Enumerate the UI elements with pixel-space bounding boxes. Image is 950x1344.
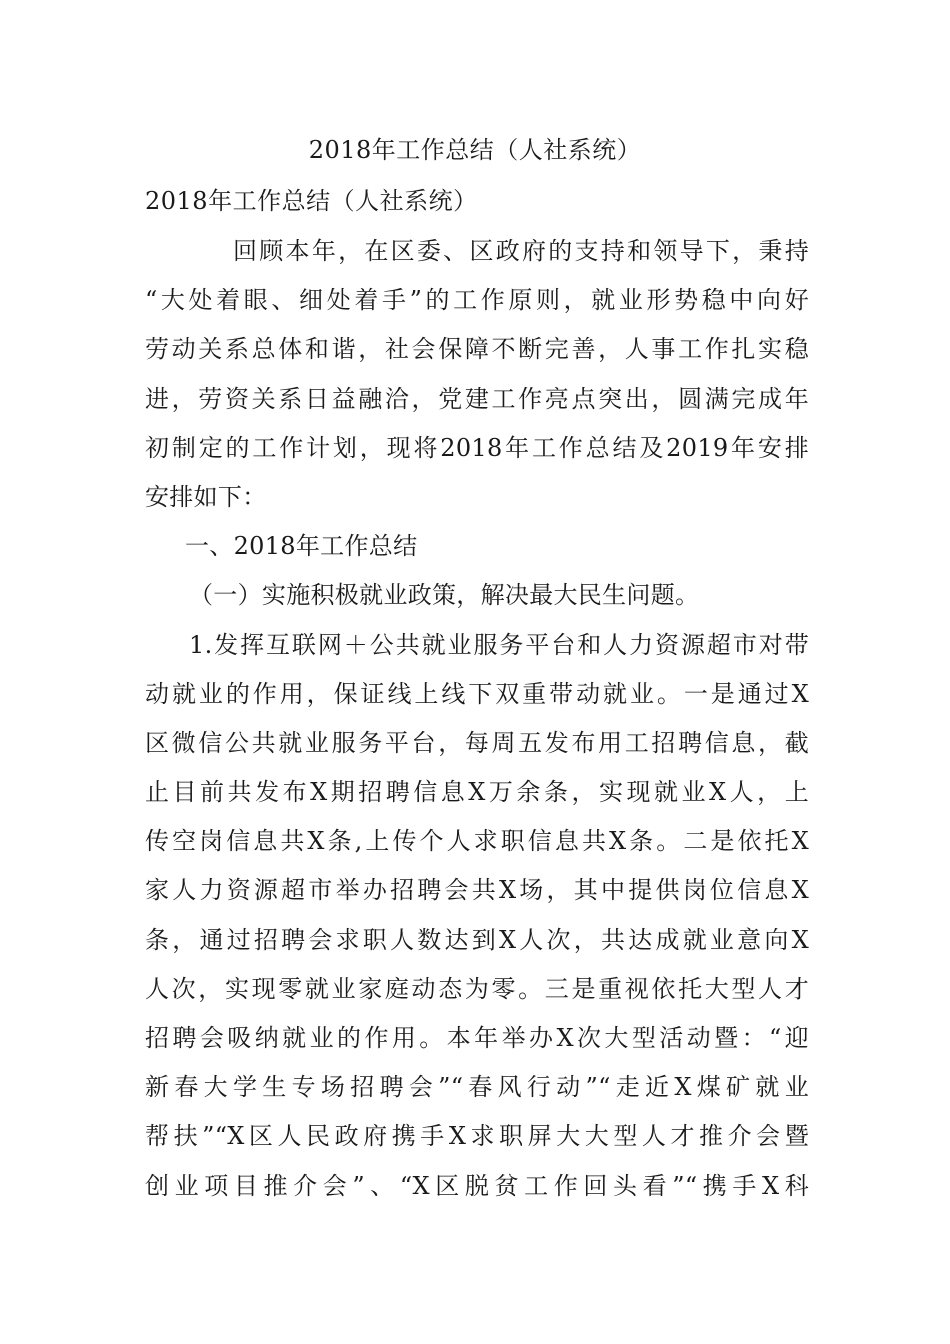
paragraph-line: 条，通过招聘会求职人数达到X人次，共达成就业意向X (145, 925, 809, 954)
paragraph-line: 新春大学生专场招聘会”“春风行动”“走近X煤矿就业 (145, 1073, 809, 1102)
paragraph-line: 安排如下： (145, 482, 267, 511)
document-title: 2018年工作总结（人社系统） (308, 136, 642, 164)
paragraph-line: 创业项目推介会”、“X区脱贫工作回头看”“携手X科 (145, 1171, 809, 1200)
subsection-heading: （一）实施积极就业政策，解决最大民生问题。 (189, 581, 700, 610)
section-heading: 一、2018年工作总结 (185, 532, 418, 561)
paragraph-line: 家人力资源超市举办招聘会共X场，其中提供岗位信息X (145, 876, 809, 905)
paragraph-line: 招聘会吸纳就业的作用。本年举办X次大型活动暨：“迎 (145, 1024, 809, 1052)
paragraph-line: 初制定的工作计划，现将2018年工作总结及2019年安排 (145, 433, 809, 462)
paragraph-line: 1.发挥互联网＋公共就业服务平台和人力资源超市对带 (189, 630, 809, 659)
paragraph-line: 动就业的作用，保证线上线下双重带动就业。一是通过X (145, 679, 809, 708)
document-body (145, 227, 809, 1211)
paragraph-line: 人次，实现零就业家庭动态为零。三是重视依托大型人才 (145, 974, 809, 1003)
paragraph-line: 止目前共发布X期招聘信息X万余条，实现就业X人，上 (145, 778, 809, 807)
paragraph-line: 区微信公共就业服务平台，每周五发布用工招聘信息，截 (145, 728, 809, 757)
paragraph-line: 劳动关系总体和谐，社会保障不断完善，人事工作扎实稳 (145, 335, 809, 364)
paragraph-line: 帮扶”“X区人民政府携手X求职屏大大型人才推介会暨 (145, 1122, 809, 1151)
document-subtitle: 2018年工作总结（人社系统） (145, 187, 478, 215)
paragraph-line: “大处着眼、细处着手”的工作原则，就业形势稳中向好 (145, 286, 809, 315)
paragraph-line: 回顾本年，在区委、区政府的支持和领导下，秉持 (233, 237, 809, 265)
paragraph-line: 传空岗信息共X条,上传个人求职信息共X条。二是依托X (145, 827, 809, 856)
paragraph-line: 进，劳资关系日益融洽，党建工作亮点突出，圆满完成年 (145, 384, 809, 413)
